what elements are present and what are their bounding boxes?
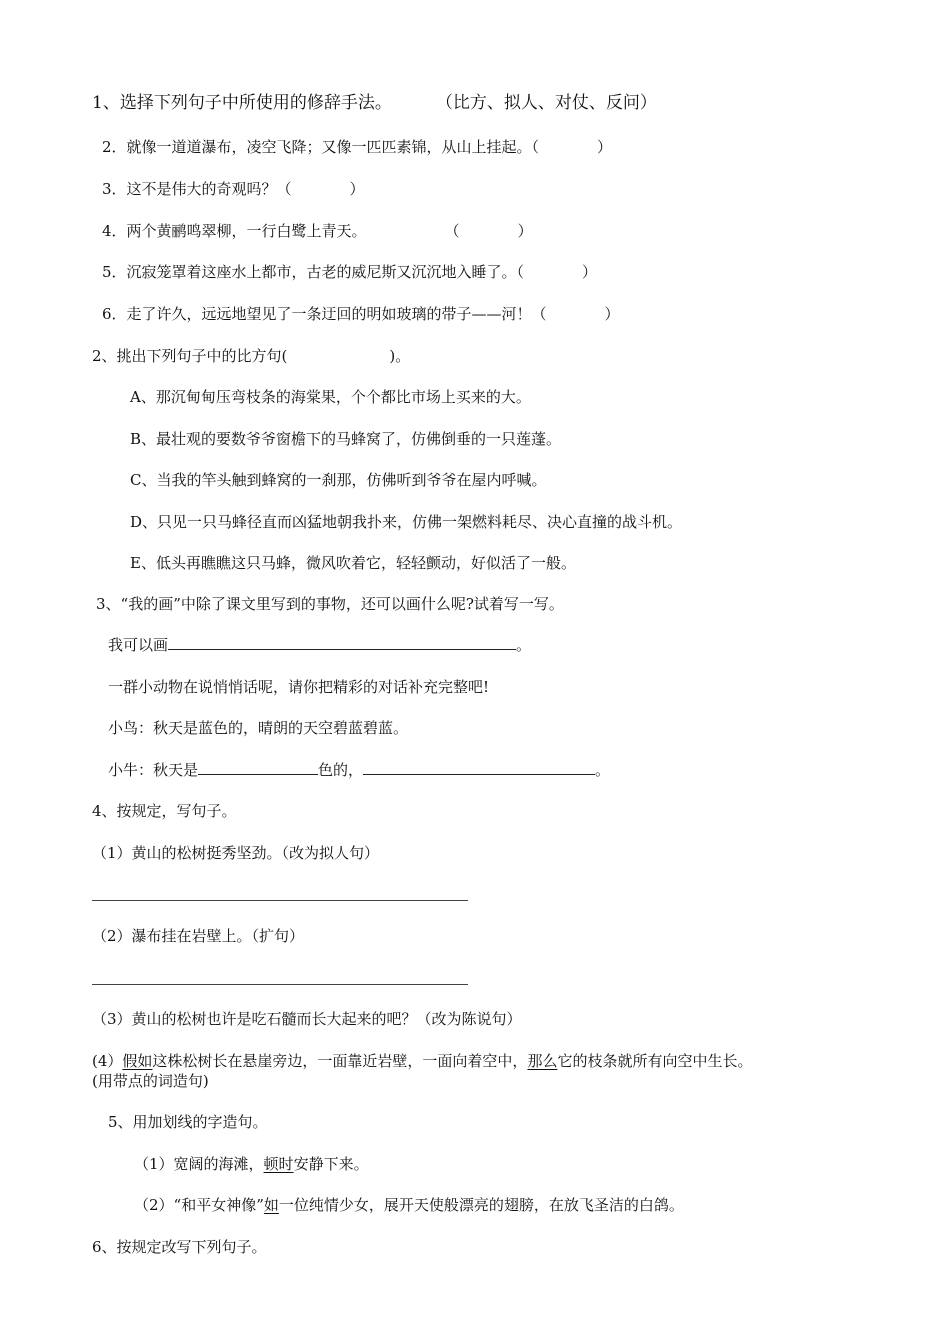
q1-item-5-close: ）	[582, 263, 598, 281]
q4-item-4-prefix: (4）	[92, 1052, 123, 1070]
q1-item-2-text: 2．就像一道道瀑布，凌空飞降；又像一匹匹素锦，从山上挂起。（	[102, 138, 540, 156]
q4-item-4	[92, 1051, 752, 1071]
q1-item-4-close: ）	[517, 222, 533, 240]
q3-line-4-mid: 色的，	[318, 761, 364, 779]
q4-item-3: （3）黄山的松树也许是吃石髓而长大起来的吧？（改为陈说句）	[92, 1010, 522, 1028]
q3-line-4	[108, 760, 610, 780]
q1-item-3	[102, 179, 365, 199]
q1-title: 1、选择下列句子中所使用的修辞手法。	[92, 93, 392, 113]
q1-item-6-close: ）	[604, 305, 620, 323]
q3-answer-blank-3[interactable]	[363, 760, 595, 775]
q2-option-e: E、低头再瞧瞧这只马蜂，微风吹着它，轻轻颤动，好似活了一般。	[130, 554, 576, 572]
q4-answer-line-1[interactable]	[92, 900, 468, 901]
q1-item-5	[102, 262, 597, 282]
q1-item-2-close: ）	[597, 138, 613, 156]
q5-item-1-prefix: （1）宽阔的海滩，	[134, 1155, 264, 1173]
q4-item-2: （2）瀑布挂在岩壁上。（扩句）	[92, 927, 305, 945]
q1-item-4	[102, 221, 533, 241]
q2-option-a: A、那沉甸甸压弯枝条的海棠果，个个都比市场上买来的大。	[130, 388, 531, 406]
q5-item-1-suffix: 安静下来。	[293, 1155, 369, 1173]
q4-item-4-underlined-1: 假如	[122, 1052, 153, 1070]
q5-item-2	[134, 1195, 684, 1215]
q1-item-5-text: 5．沉寂笼罩着这座水上都市，古老的威尼斯又沉沉地入睡了。（	[102, 263, 525, 281]
q5-item-2-suffix: 一位纯情少女，展开天使般漂亮的翅膀，在放飞圣洁的白鸽。	[278, 1196, 684, 1214]
q5-item-1-underlined: 顿时	[263, 1155, 294, 1173]
q1-options: （比方、拟人、对仗、反问）	[435, 93, 657, 113]
q3-line-4-start: 小牛：秋天是	[108, 761, 199, 779]
q4-item-4-suffix: 它的枝条就所有向空中生长。	[557, 1052, 753, 1070]
q1-heading	[92, 93, 657, 113]
q4-item-4-note: (用带点的词造句)	[92, 1072, 209, 1090]
q2-option-d: D、只见一只马蜂径直而凶猛地朝我扑来，仿佛一架燃料耗尽、决心直撞的战斗机。	[130, 513, 683, 531]
q3-line-4-end: 。	[595, 761, 611, 779]
q4-item-1: （1）黄山的松树挺秀坚劲。（改为拟人句）	[92, 844, 380, 862]
q4-item-4-middle: 这株松树长在悬崖旁边，一面靠近岩壁，一面向着空中，	[152, 1052, 528, 1070]
q1-item-3-close: ）	[349, 180, 365, 198]
q6-heading: 6、按规定改写下列句子。	[92, 1238, 267, 1256]
q1-item-3-text: 3．这不是伟大的奇观吗？（	[102, 180, 292, 198]
q2-title-end: )。	[389, 347, 411, 365]
q2-heading	[92, 346, 410, 366]
q1-item-6	[102, 304, 620, 324]
q1-item-4-text: 4．两个黄鹂鸣翠柳，一行白鹭上青天。	[102, 222, 367, 240]
q5-item-1	[134, 1154, 369, 1174]
q3-line-3: 小鸟：秋天是蓝色的，晴朗的天空碧蓝碧蓝。	[108, 719, 409, 737]
q3-answer-blank-1[interactable]	[168, 635, 516, 650]
q3-line-1	[108, 635, 531, 655]
q3-line-1-start: 我可以画	[108, 636, 169, 654]
q3-heading: 3、“我的画”中除了课文里写到的事物，还可以画什么呢?试着写一写。	[96, 595, 564, 613]
q1-item-4-open: （	[444, 222, 460, 240]
q5-item-2-prefix: （2）“和平女神像”	[134, 1196, 264, 1214]
q5-heading: 5、用加划线的字造句。	[108, 1113, 268, 1131]
q4-heading: 4、按规定，写句子。	[92, 802, 237, 820]
q3-line-1-end: 。	[516, 636, 532, 654]
q1-item-2	[102, 137, 612, 157]
q2-option-b: B、最壮观的要数爷爷窗檐下的马蜂窝了，仿佛倒垂的一只莲蓬。	[130, 430, 562, 448]
q4-item-4-underlined-2: 那么	[527, 1052, 558, 1070]
q2-option-c: C、当我的竿头触到蜂窝的一刹那，仿佛听到爷爷在屋内呼喊。	[130, 471, 547, 489]
q3-line-2: 一群小动物在说悄悄话呢，请你把精彩的对话补充完整吧!	[108, 678, 490, 696]
q5-item-2-underlined: 如	[263, 1196, 279, 1214]
q2-title-start: 2、挑出下列句子中的比方句(	[92, 347, 288, 365]
q4-answer-line-2[interactable]	[92, 984, 468, 985]
q3-answer-blank-2[interactable]	[198, 760, 318, 775]
q1-item-6-text: 6．走了许久，远远地望见了一条迂回的明如玻璃的带子——河！（	[102, 305, 547, 323]
